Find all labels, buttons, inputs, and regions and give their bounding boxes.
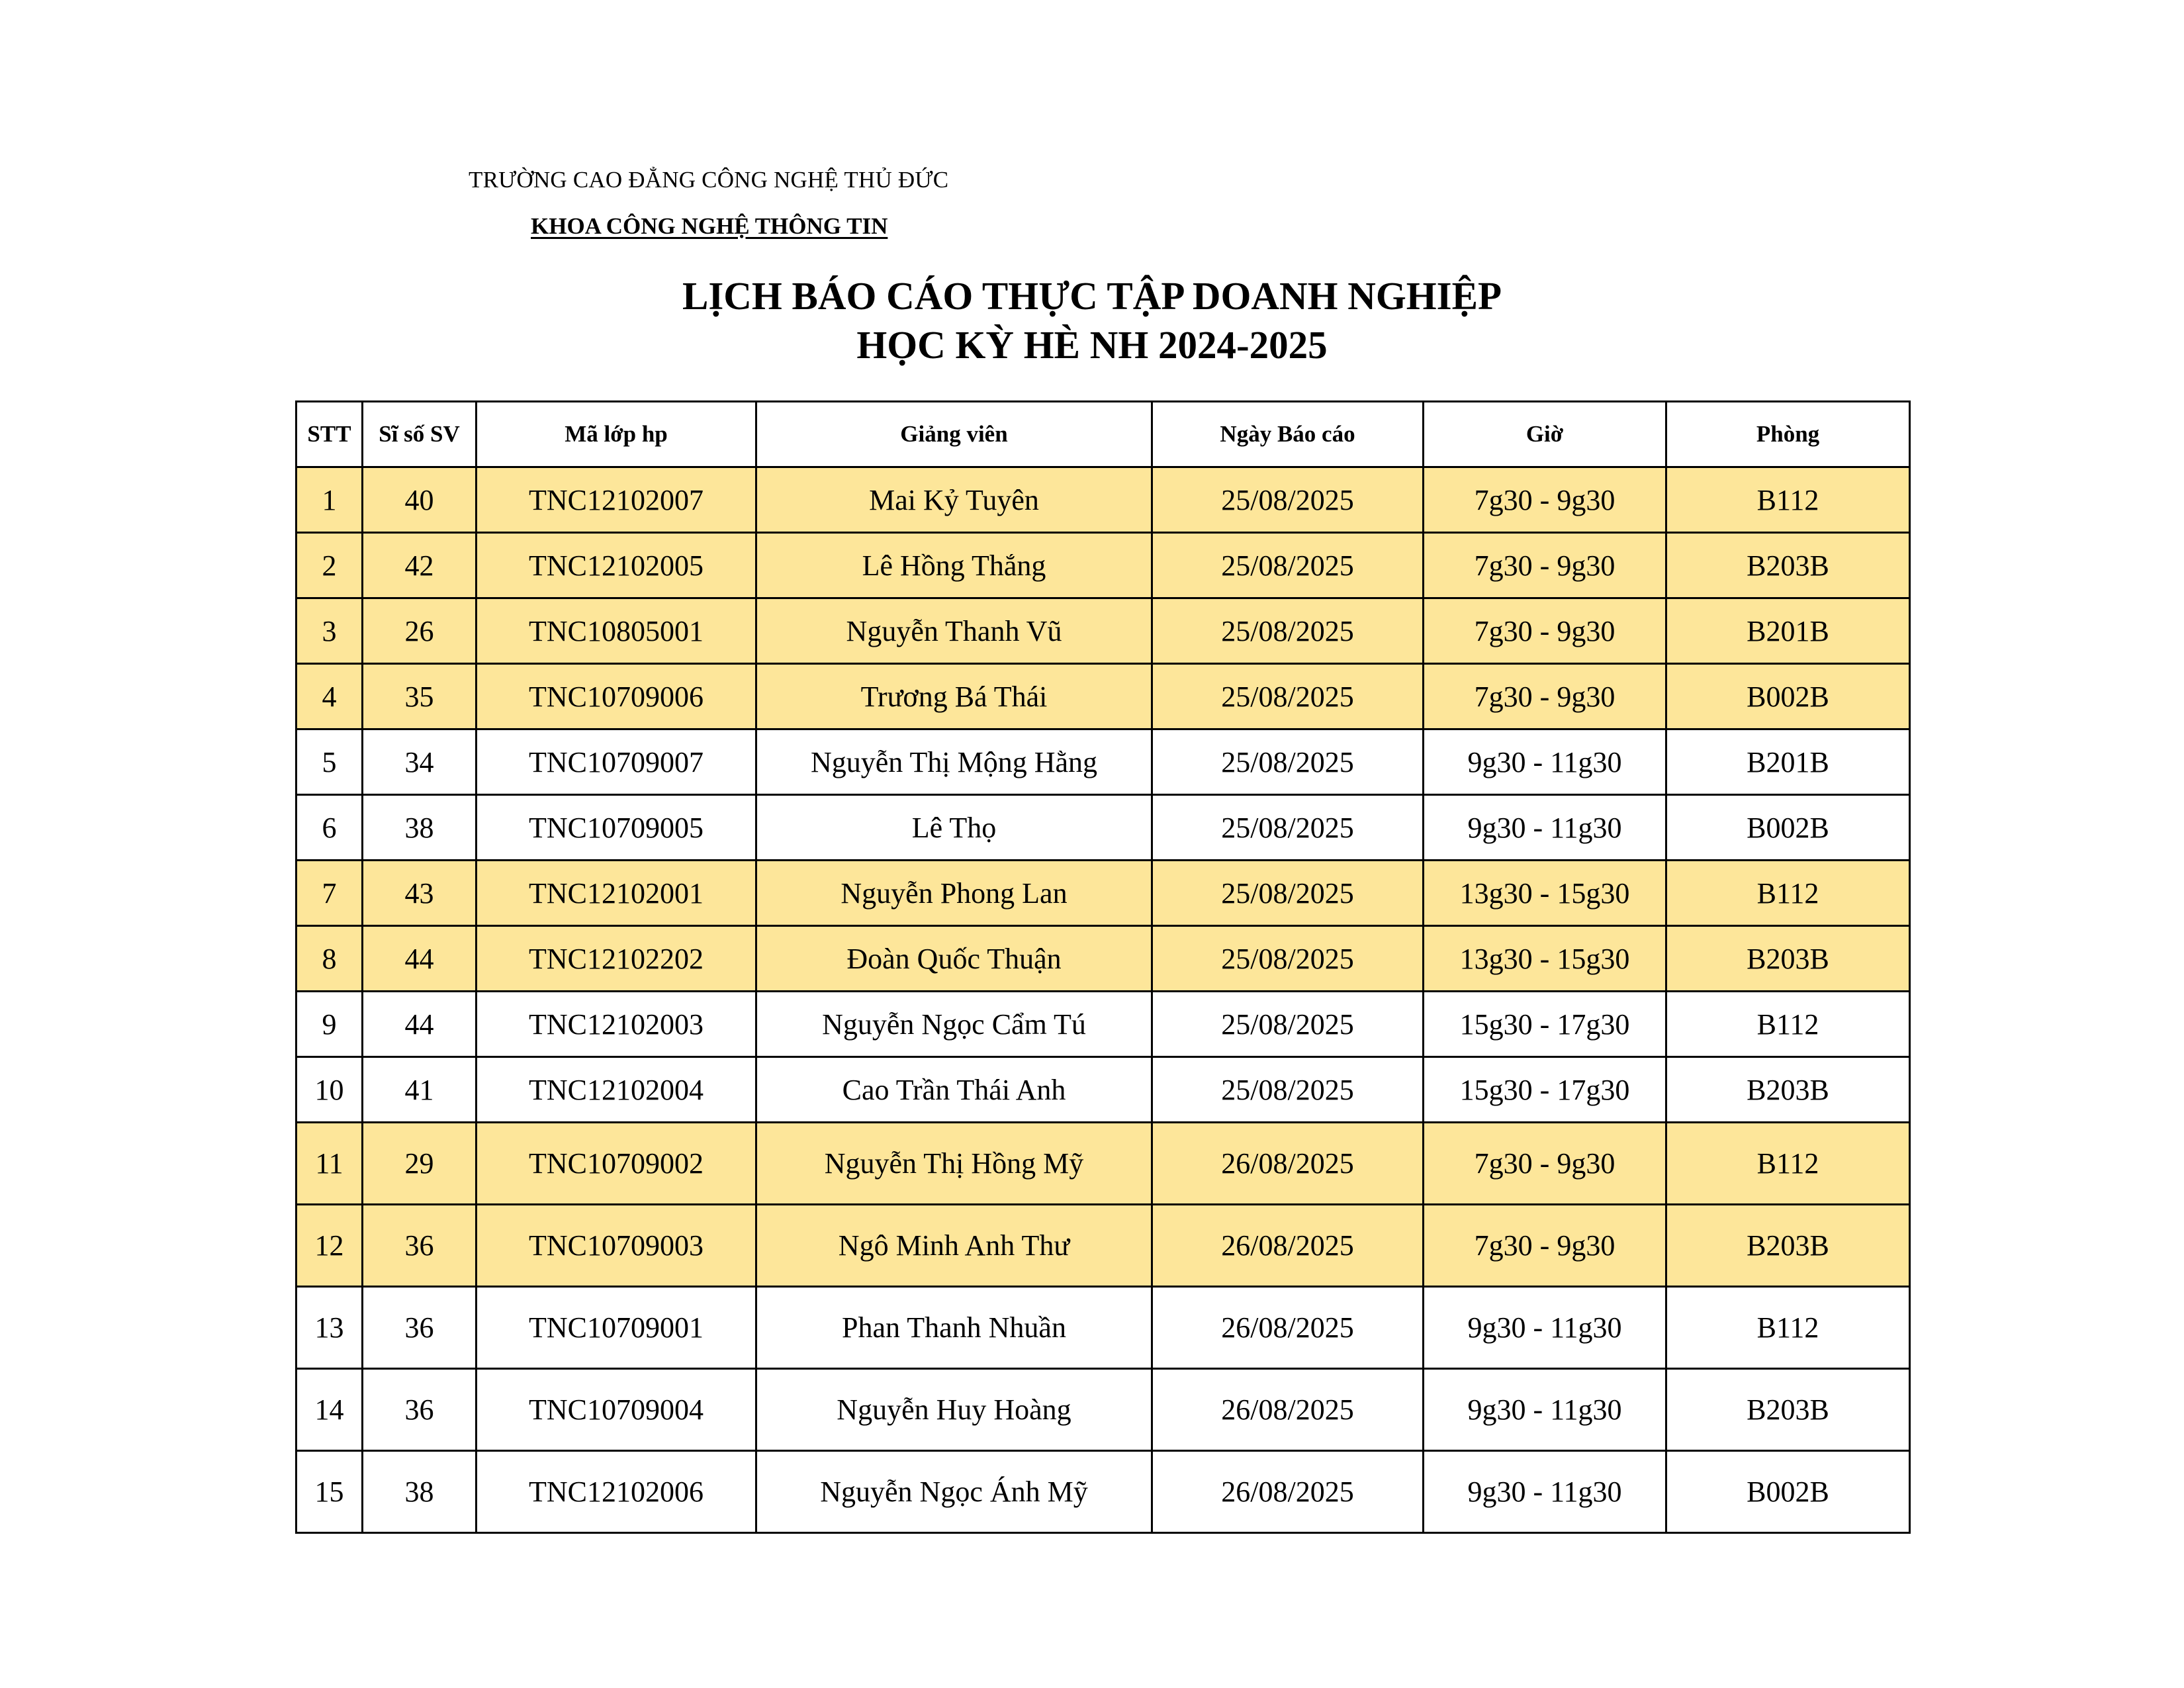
cell-student-count: 40 [363, 467, 477, 533]
cell-report-date: 25/08/2025 [1152, 533, 1424, 598]
cell-class-code: TNC12102003 [477, 992, 756, 1057]
cell-lecturer: Nguyễn Ngọc Ánh Mỹ [756, 1451, 1152, 1533]
cell-lecturer: Nguyễn Thị Mộng Hằng [756, 729, 1152, 795]
cell-report-date: 25/08/2025 [1152, 992, 1424, 1057]
cell-class-code: TNC12102007 [477, 467, 756, 533]
table-row [296, 795, 1910, 861]
cell-room: B112 [1666, 1123, 1910, 1205]
cell-time: 13g30 - 15g30 [1424, 861, 1666, 926]
cell-report-date: 26/08/2025 [1152, 1287, 1424, 1369]
table-row [296, 1451, 1910, 1533]
cell-report-date: 25/08/2025 [1152, 926, 1424, 992]
school-name: TRƯỜNG CAO ĐẲNG CÔNG NGHỆ THỦ ĐỨC [469, 167, 949, 193]
cell-time: 7g30 - 9g30 [1424, 533, 1666, 598]
cell-stt: 5 [296, 729, 363, 795]
cell-room: B002B [1666, 664, 1910, 729]
cell-lecturer: Nguyễn Phong Lan [756, 861, 1152, 926]
cell-student-count: 36 [363, 1287, 477, 1369]
cell-stt: 6 [296, 795, 363, 861]
cell-student-count: 42 [363, 533, 477, 598]
cell-time: 9g30 - 11g30 [1424, 1369, 1666, 1451]
cell-stt: 3 [296, 598, 363, 664]
cell-class-code: TNC10709007 [477, 729, 756, 795]
cell-time: 7g30 - 9g30 [1424, 1205, 1666, 1287]
column-header-time: Giờ [1424, 402, 1666, 467]
cell-report-date: 26/08/2025 [1152, 1451, 1424, 1533]
column-header-report-date: Ngày Báo cáo [1152, 402, 1424, 467]
cell-stt: 14 [296, 1369, 363, 1451]
cell-class-code: TNC10709002 [477, 1123, 756, 1205]
cell-room: B112 [1666, 467, 1910, 533]
table-row [296, 664, 1910, 729]
cell-room: B203B [1666, 926, 1910, 992]
cell-report-date: 26/08/2025 [1152, 1123, 1424, 1205]
cell-student-count: 29 [363, 1123, 477, 1205]
cell-student-count: 36 [363, 1205, 477, 1287]
cell-report-date: 25/08/2025 [1152, 1057, 1424, 1123]
cell-lecturer: Cao Trần Thái Anh [756, 1057, 1152, 1123]
table-row [296, 992, 1910, 1057]
cell-time: 7g30 - 9g30 [1424, 1123, 1666, 1205]
cell-time: 7g30 - 9g30 [1424, 664, 1666, 729]
cell-student-count: 26 [363, 598, 477, 664]
cell-stt: 9 [296, 992, 363, 1057]
column-header-student-count: Sĩ số SV [363, 402, 477, 467]
table-row [296, 1123, 1910, 1205]
cell-stt: 2 [296, 533, 363, 598]
table-row [296, 729, 1910, 795]
cell-report-date: 26/08/2025 [1152, 1369, 1424, 1451]
cell-room: B112 [1666, 1287, 1910, 1369]
cell-stt: 7 [296, 861, 363, 926]
cell-report-date: 25/08/2025 [1152, 795, 1424, 861]
cell-stt: 12 [296, 1205, 363, 1287]
cell-stt: 4 [296, 664, 363, 729]
cell-stt: 13 [296, 1287, 363, 1369]
cell-lecturer: Lê Hồng Thắng [756, 533, 1152, 598]
cell-student-count: 44 [363, 926, 477, 992]
report-schedule-table [295, 400, 1911, 1534]
cell-room: B203B [1666, 1369, 1910, 1451]
cell-lecturer: Trương Bá Thái [756, 664, 1152, 729]
cell-report-date: 25/08/2025 [1152, 861, 1424, 926]
cell-report-date: 25/08/2025 [1152, 664, 1424, 729]
cell-room: B201B [1666, 598, 1910, 664]
cell-report-date: 25/08/2025 [1152, 467, 1424, 533]
cell-time: 13g30 - 15g30 [1424, 926, 1666, 992]
cell-time: 15g30 - 17g30 [1424, 1057, 1666, 1123]
cell-report-date: 25/08/2025 [1152, 598, 1424, 664]
cell-stt: 1 [296, 467, 363, 533]
cell-room: B112 [1666, 992, 1910, 1057]
cell-class-code: TNC12102202 [477, 926, 756, 992]
table-row [296, 926, 1910, 992]
cell-room: B203B [1666, 533, 1910, 598]
cell-class-code: TNC10709003 [477, 1205, 756, 1287]
cell-class-code: TNC10805001 [477, 598, 756, 664]
cell-report-date: 26/08/2025 [1152, 1205, 1424, 1287]
cell-class-code: TNC10709005 [477, 795, 756, 861]
cell-student-count: 34 [363, 729, 477, 795]
cell-time: 9g30 - 11g30 [1424, 729, 1666, 795]
table-row [296, 533, 1910, 598]
cell-time: 7g30 - 9g30 [1424, 467, 1666, 533]
cell-class-code: TNC10709006 [477, 664, 756, 729]
document-title: LỊCH BÁO CÁO THỰC TẬP DOANH NGHIỆP [682, 274, 1502, 318]
cell-class-code: TNC10709004 [477, 1369, 756, 1451]
cell-lecturer: Nguyễn Ngọc Cẩm Tú [756, 992, 1152, 1057]
table-header-row [296, 402, 1910, 467]
cell-time: 9g30 - 11g30 [1424, 1451, 1666, 1533]
cell-student-count: 38 [363, 1451, 477, 1533]
cell-room: B112 [1666, 861, 1910, 926]
cell-class-code: TNC12102005 [477, 533, 756, 598]
faculty-name: KHOA CÔNG NGHỆ THÔNG TIN [531, 213, 888, 239]
cell-lecturer: Mai Kỷ Tuyên [756, 467, 1152, 533]
cell-class-code: TNC12102006 [477, 1451, 756, 1533]
cell-room: B203B [1666, 1057, 1910, 1123]
cell-lecturer: Nguyễn Thị Hồng Mỹ [756, 1123, 1152, 1205]
table-row [296, 467, 1910, 533]
cell-time: 15g30 - 17g30 [1424, 992, 1666, 1057]
cell-time: 9g30 - 11g30 [1424, 795, 1666, 861]
cell-student-count: 41 [363, 1057, 477, 1123]
table-row [296, 1287, 1910, 1369]
cell-lecturer: Nguyễn Thanh Vũ [756, 598, 1152, 664]
cell-time: 9g30 - 11g30 [1424, 1287, 1666, 1369]
cell-time: 7g30 - 9g30 [1424, 598, 1666, 664]
cell-class-code: TNC10709001 [477, 1287, 756, 1369]
cell-lecturer: Lê Thọ [756, 795, 1152, 861]
cell-student-count: 36 [363, 1369, 477, 1451]
table-row [296, 861, 1910, 926]
table-body [296, 467, 1910, 1533]
cell-lecturer: Nguyễn Huy Hoàng [756, 1369, 1152, 1451]
cell-stt: 11 [296, 1123, 363, 1205]
cell-room: B203B [1666, 1205, 1910, 1287]
cell-student-count: 38 [363, 795, 477, 861]
table-row [296, 598, 1910, 664]
cell-class-code: TNC12102004 [477, 1057, 756, 1123]
column-header-room: Phòng [1666, 402, 1910, 467]
cell-student-count: 35 [363, 664, 477, 729]
cell-stt: 15 [296, 1451, 363, 1533]
cell-room: B201B [1666, 729, 1910, 795]
table-row [296, 1057, 1910, 1123]
column-header-stt: STT [296, 402, 363, 467]
cell-room: B002B [1666, 795, 1910, 861]
cell-class-code: TNC12102001 [477, 861, 756, 926]
document-subtitle: HỌC KỲ HÈ NH 2024-2025 [856, 323, 1328, 367]
cell-room: B002B [1666, 1451, 1910, 1533]
cell-stt: 8 [296, 926, 363, 992]
table-row [296, 1205, 1910, 1287]
column-header-class-code: Mã lớp hp [477, 402, 756, 467]
cell-report-date: 25/08/2025 [1152, 729, 1424, 795]
column-header-lecturer: Giảng viên [756, 402, 1152, 467]
cell-lecturer: Đoàn Quốc Thuận [756, 926, 1152, 992]
cell-lecturer: Ngô Minh Anh Thư [756, 1205, 1152, 1287]
cell-student-count: 43 [363, 861, 477, 926]
cell-student-count: 44 [363, 992, 477, 1057]
table-row [296, 1369, 1910, 1451]
cell-lecturer: Phan Thanh Nhuần [756, 1287, 1152, 1369]
cell-stt: 10 [296, 1057, 363, 1123]
